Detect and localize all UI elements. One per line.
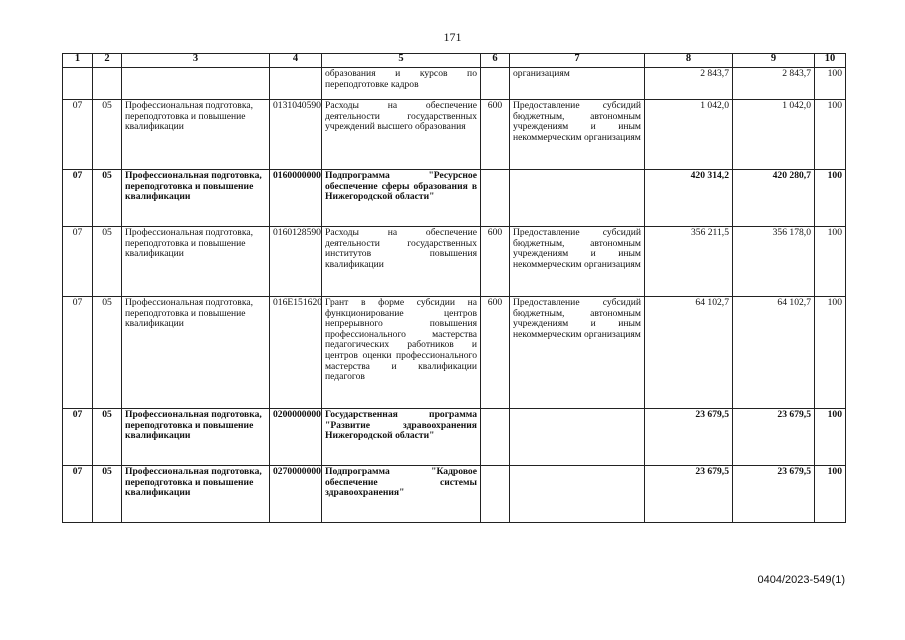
section-name-cell: Профессиональная подготовка, переподготовка и повышение квалификации bbox=[122, 409, 270, 466]
percent-cell: 100 bbox=[815, 227, 846, 297]
page-number: 171 bbox=[443, 30, 462, 44]
code-subsection-cell: 05 bbox=[93, 170, 122, 227]
expense-type-name-cell bbox=[510, 409, 645, 466]
target-article-cell: 0200000000 bbox=[270, 409, 322, 466]
expense-type-name-cell bbox=[510, 466, 645, 523]
amount-planned-cell: 64 102,7 bbox=[645, 297, 733, 409]
code-subsection-cell: 05 bbox=[93, 227, 122, 297]
code-section-cell: 07 bbox=[63, 466, 93, 523]
expense-type-cell: 600 bbox=[481, 100, 510, 170]
code-subsection-cell: 05 bbox=[93, 297, 122, 409]
column-header: 7 bbox=[510, 54, 645, 68]
column-header: 5 bbox=[322, 54, 481, 68]
percent-cell: 100 bbox=[815, 466, 846, 523]
expense-name-cell: Расходы на обеспечение деятельности государственных учреждений высшего образования bbox=[322, 100, 481, 170]
amount-executed-cell: 1 042,0 bbox=[733, 100, 815, 170]
amount-executed-cell: 420 280,7 bbox=[733, 170, 815, 227]
expense-type-name-cell: Предоставление субсидий бюджетным, автономным учреждениям и иным некоммерческим организациям bbox=[510, 100, 645, 170]
amount-executed-cell: 356 178,0 bbox=[733, 227, 815, 297]
percent-cell: 100 bbox=[815, 68, 846, 100]
column-header: 10 bbox=[815, 54, 846, 68]
code-section-cell: 07 bbox=[63, 170, 93, 227]
target-article-cell: 0160000000 bbox=[270, 170, 322, 227]
code-section-cell: 07 bbox=[63, 100, 93, 170]
expense-type-cell: 600 bbox=[481, 227, 510, 297]
amount-executed-cell: 23 679,5 bbox=[733, 466, 815, 523]
amount-planned-cell: 356 211,5 bbox=[645, 227, 733, 297]
column-header: 9 bbox=[733, 54, 815, 68]
column-header: 3 bbox=[122, 54, 270, 68]
expense-type-cell bbox=[481, 170, 510, 227]
code-section-cell: 07 bbox=[63, 409, 93, 466]
target-article-cell: 0131040590 bbox=[270, 100, 322, 170]
expense-name-cell: Государственная программа "Развитие здравоохранения Нижегородской области" bbox=[322, 409, 481, 466]
expense-type-cell: 600 bbox=[481, 297, 510, 409]
column-header: 2 bbox=[93, 54, 122, 68]
table-row bbox=[63, 68, 846, 100]
section-name-cell bbox=[122, 68, 270, 100]
percent-cell: 100 bbox=[815, 409, 846, 466]
section-name-cell: Профессиональная подготовка, переподготовка и повышение квалификации bbox=[122, 297, 270, 409]
expense-type-cell bbox=[481, 409, 510, 466]
column-header: 8 bbox=[645, 54, 733, 68]
expense-name-cell: Подпрограмма "Кадровое обеспечение системы здравоохранения" bbox=[322, 466, 481, 523]
amount-planned-cell: 2 843,7 bbox=[645, 68, 733, 100]
column-header: 6 bbox=[481, 54, 510, 68]
amount-executed-cell: 64 102,7 bbox=[733, 297, 815, 409]
expense-name-cell: Подпрограмма "Ресурсное обеспечение сферы образования в Нижегородской области" bbox=[322, 170, 481, 227]
code-subsection-cell: 05 bbox=[93, 100, 122, 170]
section-name-cell: Профессиональная подготовка, переподготовка и повышение квалификации bbox=[122, 466, 270, 523]
amount-executed-cell: 23 679,5 bbox=[733, 409, 815, 466]
table-row bbox=[63, 227, 846, 297]
code-subsection-cell bbox=[93, 68, 122, 100]
amount-executed-cell: 2 843,7 bbox=[733, 68, 815, 100]
amount-planned-cell: 23 679,5 bbox=[645, 409, 733, 466]
percent-cell: 100 bbox=[815, 297, 846, 409]
target-article-cell: 0160128590 bbox=[270, 227, 322, 297]
header-row bbox=[63, 54, 846, 68]
column-header: 1 bbox=[63, 54, 93, 68]
code-section-cell: 07 bbox=[63, 227, 93, 297]
target-article-cell bbox=[270, 68, 322, 100]
expense-type-name-cell: Предоставление субсидий бюджетным, автономным учреждениям и иным некоммерческим организациям bbox=[510, 297, 645, 409]
amount-planned-cell: 420 314,2 bbox=[645, 170, 733, 227]
percent-cell: 100 bbox=[815, 100, 846, 170]
target-article-cell: 016Е151620 bbox=[270, 297, 322, 409]
table-row bbox=[63, 170, 846, 227]
table-row bbox=[63, 466, 846, 523]
code-section-cell bbox=[63, 68, 93, 100]
expense-type-cell bbox=[481, 466, 510, 523]
budget-table bbox=[62, 53, 846, 523]
expense-type-name-cell bbox=[510, 170, 645, 227]
table-row bbox=[63, 100, 846, 170]
column-header: 4 bbox=[270, 54, 322, 68]
expense-name-cell: Грант в форме субсидии на функционирование центров непрерывного повышения профессионального мастерства педагогических работников и центров оценки профессионального мастерства и квалификации педагогов bbox=[322, 297, 481, 409]
section-name-cell: Профессиональная подготовка, переподготовка и повышение квалификации bbox=[122, 227, 270, 297]
expense-type-name-cell: Предоставление субсидий бюджетным, автономным учреждениям и иным некоммерческим организациям bbox=[510, 227, 645, 297]
amount-planned-cell: 23 679,5 bbox=[645, 466, 733, 523]
document-code: 0404/2023-549(1) bbox=[757, 574, 845, 586]
expense-name-cell: образования и курсов по переподготовке кадров bbox=[322, 68, 481, 100]
amount-planned-cell: 1 042,0 bbox=[645, 100, 733, 170]
code-subsection-cell: 05 bbox=[93, 409, 122, 466]
table-row bbox=[63, 297, 846, 409]
section-name-cell: Профессиональная подготовка, переподготовка и повышение квалификации bbox=[122, 100, 270, 170]
table-row bbox=[63, 409, 846, 466]
section-name-cell: Профессиональная подготовка, переподготовка и повышение квалификации bbox=[122, 170, 270, 227]
expense-type-name-cell: организациям bbox=[510, 68, 645, 100]
code-section-cell: 07 bbox=[63, 297, 93, 409]
target-article-cell: 0270000000 bbox=[270, 466, 322, 523]
percent-cell: 100 bbox=[815, 170, 846, 227]
expense-name-cell: Расходы на обеспечение деятельности государственных институтов повышения квалификации bbox=[322, 227, 481, 297]
expense-type-cell bbox=[481, 68, 510, 100]
code-subsection-cell: 05 bbox=[93, 466, 122, 523]
